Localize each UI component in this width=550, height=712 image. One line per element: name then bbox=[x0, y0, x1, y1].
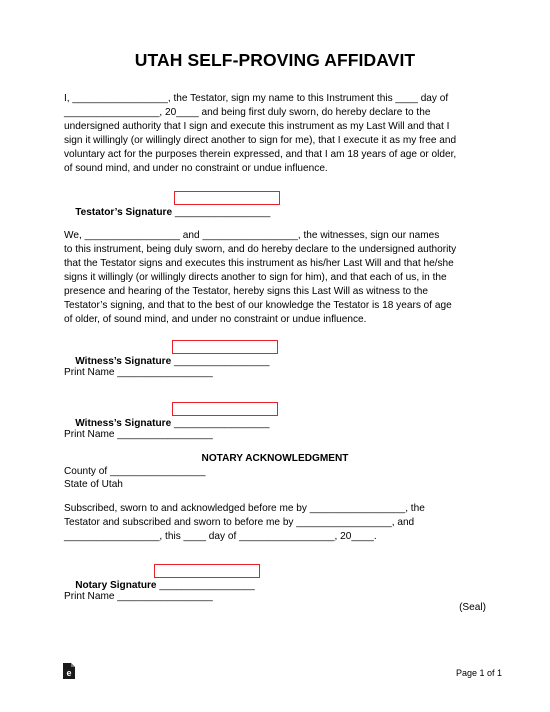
notary-signature-blank: _________________ bbox=[156, 580, 255, 591]
witness2-print-name: Print Name _________________ bbox=[64, 429, 213, 440]
eforms-logo-icon bbox=[62, 662, 76, 680]
testator-declaration-paragraph: I, _________________, the Testator, sign my name to this Instrument this ____ day of _________________, 20____ and being first duly sworn, do hereby declare to the undersigned authority that I sign and execute this instrument as my Last Will and that I sign it willingly (or willingly direct another to sign for me), that I execute it as my free and voluntary act for the purposes therein expressed, and that I am 18 years of age or older, of sound mind, and under no constraint or undue influence. bbox=[64, 93, 457, 174]
witness1-print-name: Print Name _________________ bbox=[64, 367, 213, 378]
svg-text:e: e bbox=[66, 668, 72, 678]
witness2-signature-label: Witness’s Signature bbox=[75, 418, 172, 429]
notary-print-name: Print Name _________________ bbox=[64, 591, 213, 602]
testator-signature-blank: _________________ bbox=[172, 207, 271, 218]
state-line: State of Utah bbox=[64, 479, 123, 490]
notary-signature-label: Notary Signature bbox=[75, 580, 157, 591]
notary-signature-field[interactable] bbox=[154, 564, 260, 578]
witness2-signature-blank: _________________ bbox=[171, 418, 270, 429]
witness1-signature-field[interactable] bbox=[172, 340, 278, 354]
witnesses-declaration-paragraph: We, _________________ and _________________, the witnesses, sign our names to this instrument, being duly sworn, and do hereby declare to the undersigned authority that the Testator signs and executes this instrument as his/her Last Will and that he/she signs it willingly (or willingly directs another to sign for him), and that each of us, in the presence and hearing of the Testator, hereby signs this Last Will as witness to the Testator’s signing, and that to the best of our knowledge the Testator is 18 years of age of older, of sound mind, and under no constraint or undue influence. bbox=[64, 230, 457, 325]
notary-heading: NOTARY ACKNOWLEDGMENT bbox=[201, 453, 349, 464]
testator-signature-field[interactable] bbox=[174, 191, 280, 205]
county-line: County of _________________ bbox=[64, 466, 206, 477]
document-title: UTAH SELF-PROVING AFFIDAVIT bbox=[134, 50, 416, 70]
seal-label: (Seal) bbox=[459, 602, 486, 613]
witness2-signature-field[interactable] bbox=[172, 402, 278, 416]
notary-acknowledgment-paragraph: Subscribed, sworn to and acknowledged before me by _________________, the Testator and subscribed and sworn to before me by _________________, and _________________, this ____ day of _________________, 20____. bbox=[64, 503, 425, 542]
testator-signature-label: Testator’s Signature bbox=[75, 207, 173, 218]
page-number: Page 1 of 1 bbox=[455, 668, 502, 678]
witness1-signature-blank: _________________ bbox=[171, 356, 270, 367]
witness1-signature-label: Witness’s Signature bbox=[75, 356, 172, 367]
